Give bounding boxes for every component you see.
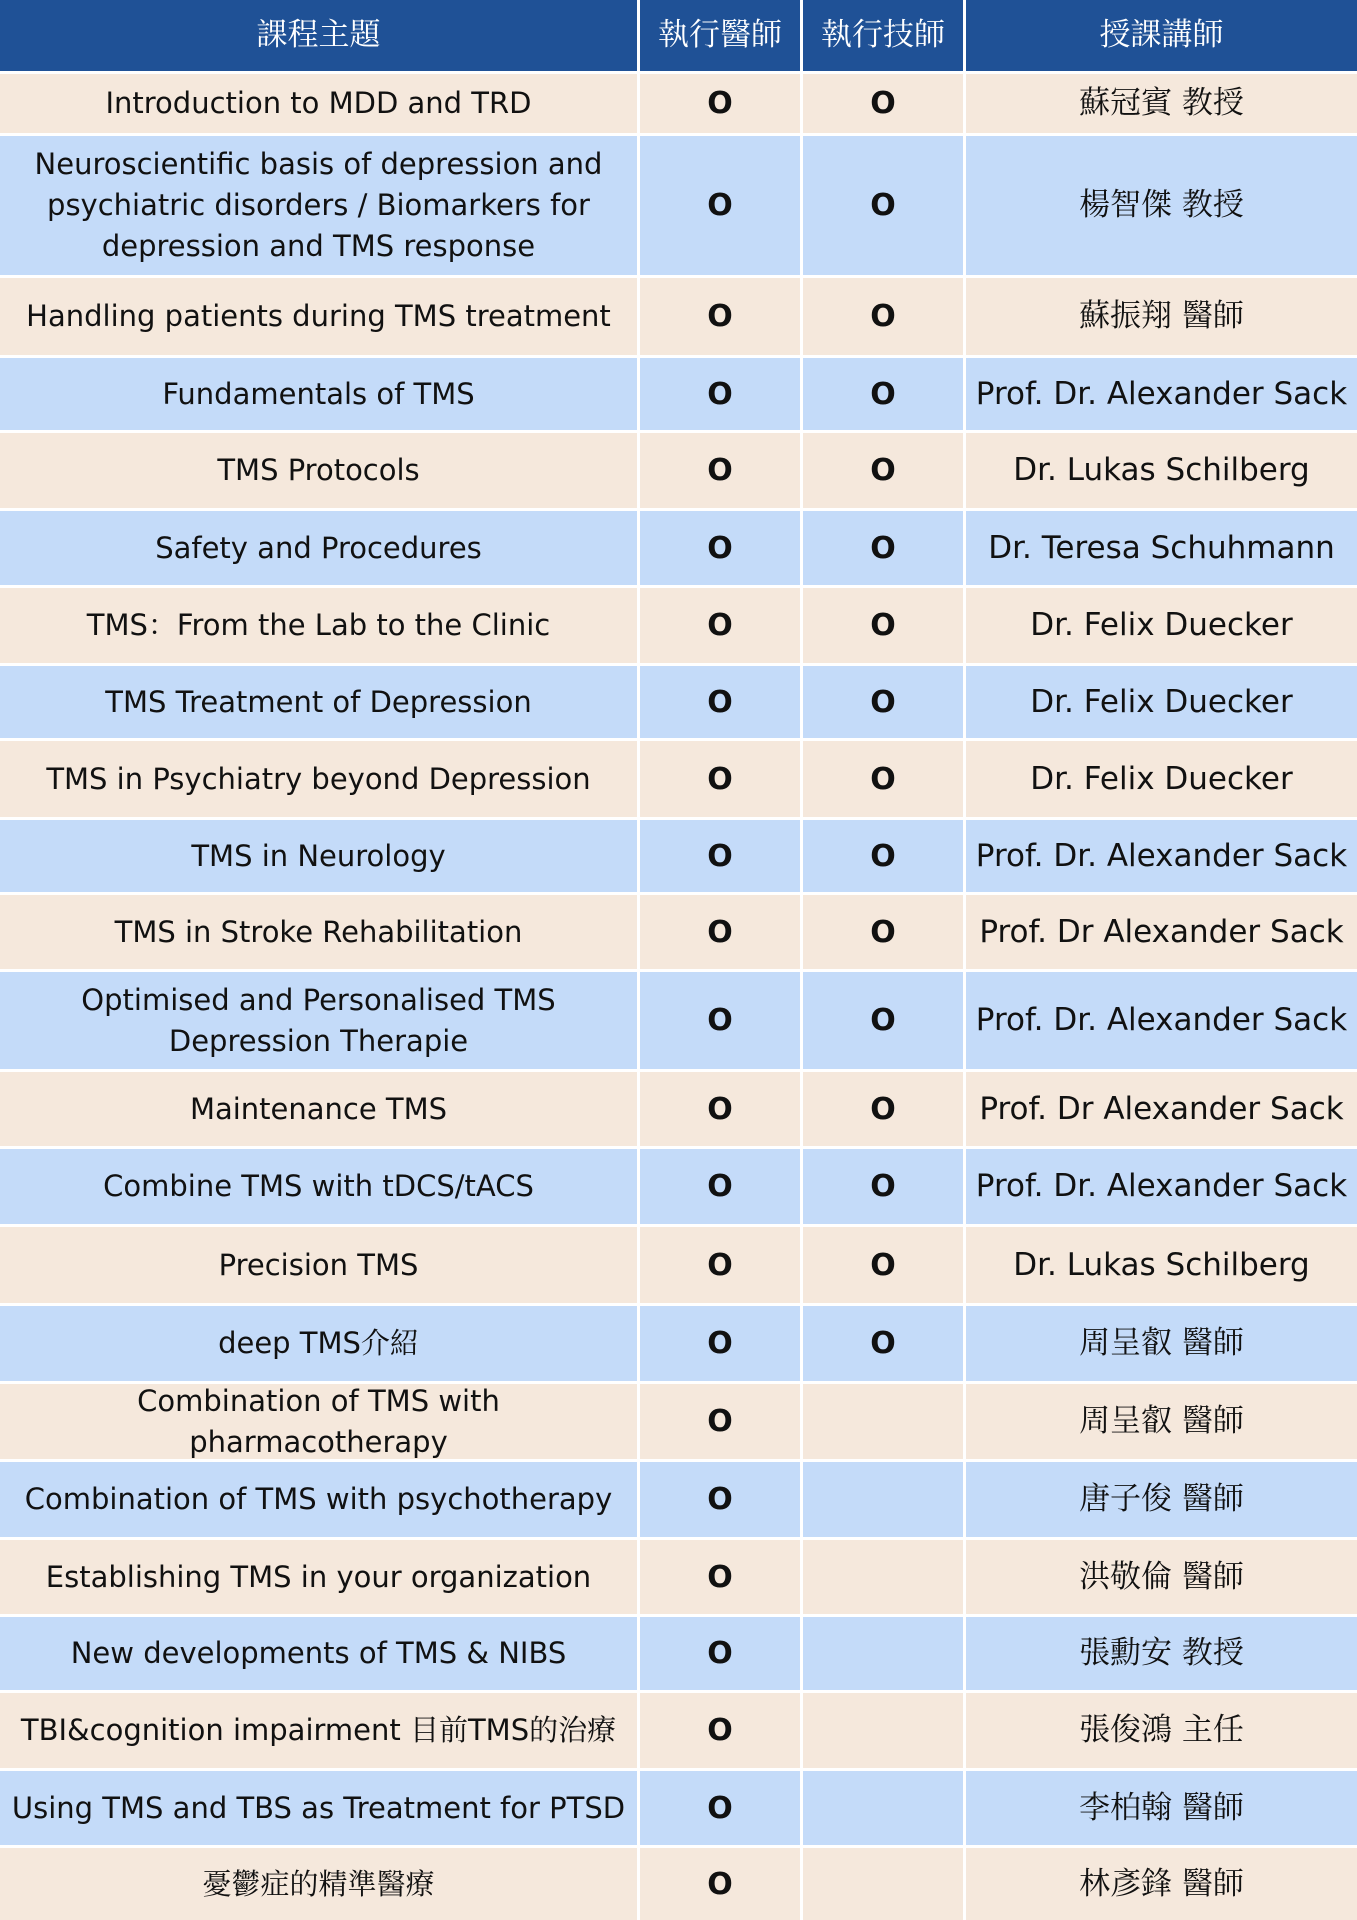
row-21-instructor: 李柏翰 醫師	[966, 1771, 1357, 1845]
row-1-physician: O	[640, 136, 800, 275]
row-2-instructor: 蘇振翔 醫師	[966, 278, 1357, 355]
row-20-physician: O	[640, 1693, 800, 1768]
header-physician: 執行醫師	[640, 0, 800, 71]
row-9-instructor: Prof. Dr. Alexander Sack	[966, 820, 1357, 892]
row-16-physician: O	[640, 1384, 800, 1459]
row-13-course: Combine TMS with tDCS/tACS	[0, 1149, 637, 1224]
row-15-course: deep TMS介紹	[0, 1306, 637, 1381]
row-5-course: Safety and Procedures	[0, 511, 637, 585]
row-4-physician: O	[640, 433, 800, 508]
row-7-instructor: Dr. Felix Duecker	[966, 666, 1357, 738]
row-1-course: Neuroscientific basis of depression and psychiatric disorders / Biomarkers for depression and TMS response	[0, 136, 637, 275]
row-0-physician: O	[640, 74, 800, 133]
row-3-technician: O	[803, 358, 963, 430]
row-9-physician: O	[640, 820, 800, 892]
row-10-physician: O	[640, 895, 800, 969]
row-12-physician: O	[640, 1072, 800, 1146]
row-4-technician: O	[803, 433, 963, 508]
row-3-instructor: Prof. Dr. Alexander Sack	[966, 358, 1357, 430]
row-4-instructor: Dr. Lukas Schilberg	[966, 433, 1357, 508]
row-21-physician: O	[640, 1771, 800, 1845]
row-10-technician: O	[803, 895, 963, 969]
row-20-instructor: 張俊鴻 主任	[966, 1693, 1357, 1768]
row-21-course: Using TMS and TBS as Treatment for PTSD	[0, 1771, 637, 1845]
row-19-physician: O	[640, 1617, 800, 1690]
row-14-physician: O	[640, 1227, 800, 1303]
row-6-technician: O	[803, 588, 963, 663]
row-18-course: Establishing TMS in your organization	[0, 1540, 637, 1614]
row-4-course: TMS Protocols	[0, 433, 637, 508]
row-12-course: Maintenance TMS	[0, 1072, 637, 1146]
row-21-technician	[803, 1771, 963, 1845]
row-14-instructor: Dr. Lukas Schilberg	[966, 1227, 1357, 1303]
row-6-course: TMS：From the Lab to the Clinic	[0, 588, 637, 663]
row-6-physician: O	[640, 588, 800, 663]
row-7-course: TMS Treatment of Depression	[0, 666, 637, 738]
row-8-physician: O	[640, 741, 800, 817]
row-7-technician: O	[803, 666, 963, 738]
row-14-course: Precision TMS	[0, 1227, 637, 1303]
row-3-course: Fundamentals of TMS	[0, 358, 637, 430]
row-10-instructor: Prof. Dr Alexander Sack	[966, 895, 1357, 969]
row-19-technician	[803, 1617, 963, 1690]
row-1-instructor: 楊智傑 教授	[966, 136, 1357, 275]
row-5-physician: O	[640, 511, 800, 585]
row-12-technician: O	[803, 1072, 963, 1146]
row-15-technician: O	[803, 1306, 963, 1381]
row-18-physician: O	[640, 1540, 800, 1614]
row-13-instructor: Prof. Dr. Alexander Sack	[966, 1149, 1357, 1224]
row-17-physician: O	[640, 1462, 800, 1537]
row-9-technician: O	[803, 820, 963, 892]
row-5-technician: O	[803, 511, 963, 585]
header-instructor: 授課講師	[966, 0, 1357, 71]
row-16-course: Combination of TMS with pharmacotherapy	[0, 1384, 637, 1459]
row-22-course: 憂鬱症的精準醫療	[0, 1848, 637, 1920]
row-17-course: Combination of TMS with psychotherapy	[0, 1462, 637, 1537]
row-12-instructor: Prof. Dr Alexander Sack	[966, 1072, 1357, 1146]
row-22-physician: O	[640, 1848, 800, 1920]
row-7-physician: O	[640, 666, 800, 738]
row-13-physician: O	[640, 1149, 800, 1224]
row-9-course: TMS in Neurology	[0, 820, 637, 892]
row-11-course: Optimised and Personalised TMS Depression Therapie	[0, 972, 637, 1069]
row-2-technician: O	[803, 278, 963, 355]
row-8-technician: O	[803, 741, 963, 817]
row-16-instructor: 周呈叡 醫師	[966, 1384, 1357, 1459]
row-17-instructor: 唐子俊 醫師	[966, 1462, 1357, 1537]
row-20-technician	[803, 1693, 963, 1768]
row-0-course: Introduction to MDD and TRD	[0, 74, 637, 133]
row-1-technician: O	[803, 136, 963, 275]
row-19-instructor: 張勳安 教授	[966, 1617, 1357, 1690]
row-8-course: TMS in Psychiatry beyond Depression	[0, 741, 637, 817]
row-3-physician: O	[640, 358, 800, 430]
header-course: 課程主題	[0, 0, 637, 71]
row-18-instructor: 洪敬倫 醫師	[966, 1540, 1357, 1614]
row-11-technician: O	[803, 972, 963, 1069]
row-16-technician	[803, 1384, 963, 1459]
row-20-course: TBI&cognition impairment 目前TMS的治療	[0, 1693, 637, 1768]
header-technician: 執行技師	[803, 0, 963, 71]
row-13-technician: O	[803, 1149, 963, 1224]
row-22-instructor: 林彥鋒 醫師	[966, 1848, 1357, 1920]
row-5-instructor: Dr. Teresa Schuhmann	[966, 511, 1357, 585]
row-14-technician: O	[803, 1227, 963, 1303]
row-19-course: New developments of TMS & NIBS	[0, 1617, 637, 1690]
row-2-physician: O	[640, 278, 800, 355]
row-11-instructor: Prof. Dr. Alexander Sack	[966, 972, 1357, 1069]
row-0-instructor: 蘇冠賓 教授	[966, 74, 1357, 133]
row-18-technician	[803, 1540, 963, 1614]
row-15-physician: O	[640, 1306, 800, 1381]
row-15-instructor: 周呈叡 醫師	[966, 1306, 1357, 1381]
row-8-instructor: Dr. Felix Duecker	[966, 741, 1357, 817]
row-0-technician: O	[803, 74, 963, 133]
row-17-technician	[803, 1462, 963, 1537]
row-22-technician	[803, 1848, 963, 1920]
row-6-instructor: Dr. Felix Duecker	[966, 588, 1357, 663]
row-11-physician: O	[640, 972, 800, 1069]
row-2-course: Handling patients during TMS treatment	[0, 278, 637, 355]
row-10-course: TMS in Stroke Rehabilitation	[0, 895, 637, 969]
